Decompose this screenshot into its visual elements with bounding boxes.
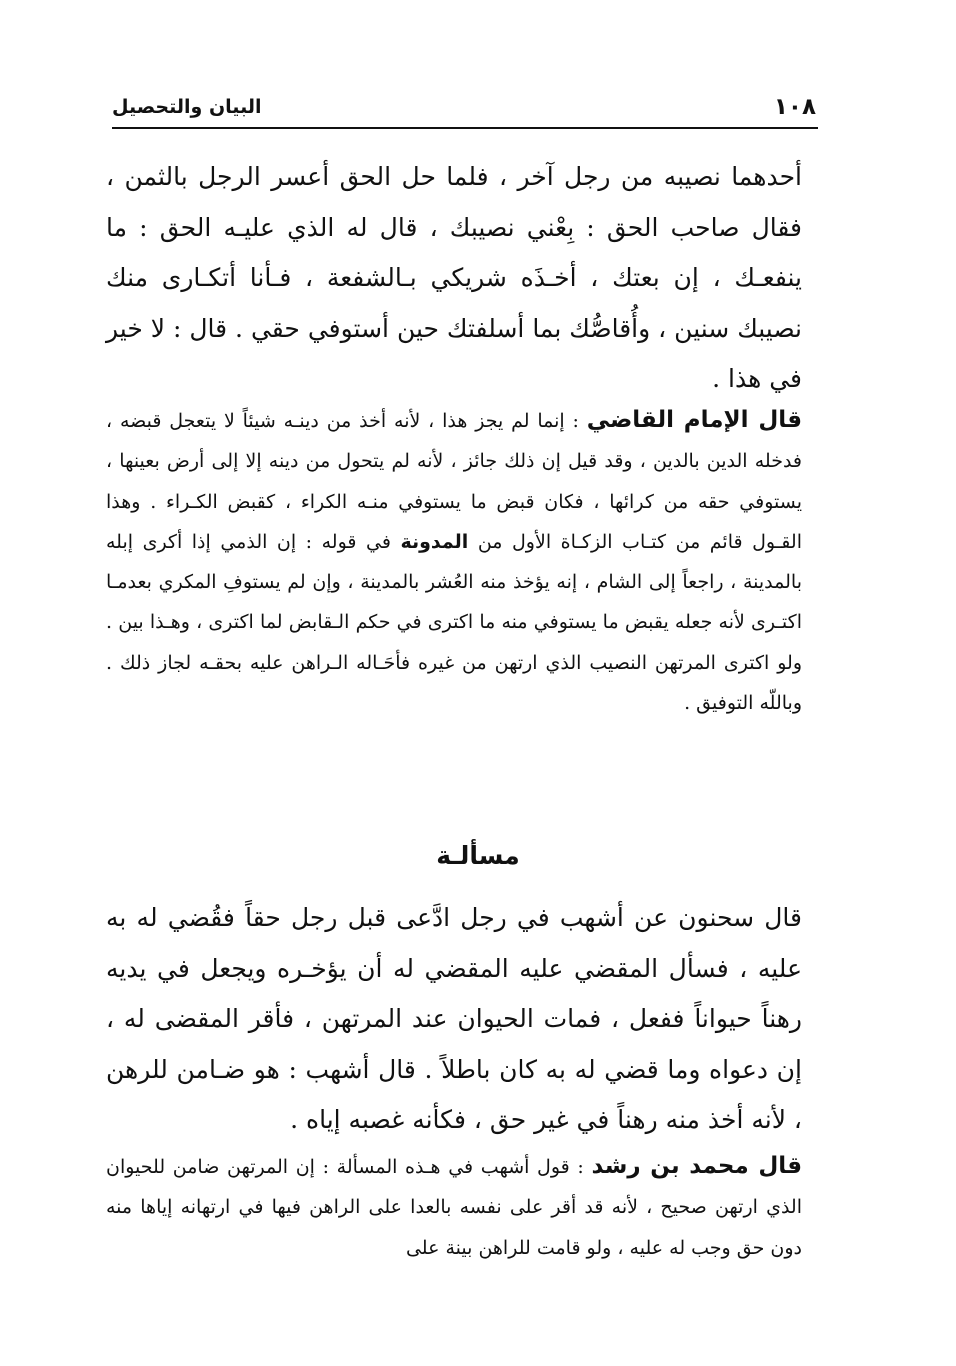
paragraph-3-text: قال سحنون عن أشهب في رجل ادَّعى قبل رجل حقاً فقُضي له به عليه ، فسأل المقضي عليه المقضي له أن يؤخـره ويجعل في يديه رهناً حيواناً ففعل ، فمات الحيوان عند المرتهن ، فأقر المقضى له ، إن دعواه وما قضي له به كان باطلاً . قال أشهب : هو ضـامن للرهن ، لأنه أخذ منه رهناً في غير حق ، فكأنه غصبه إياه . (106, 903, 802, 1134)
paragraph-2-text-b: في قوله : إن الذمي إذا أكرى إبله بالمدينة ، راجعاً إلى الشام ، إنه يؤخذ منه العُشر بالمدينة ، وإن لم يستوفِ المكري بعدمـا اكتـرى لأنه جعله يقبض ما يستوفي منه ما اكترى في حكم الـقابض لما اكترى ، وهـذا بين . ولو اكترى المرتهن النصيب الذي ارتهن من غيره فأحَـاله الـراهن عليه بحقـه لجاز ذلك . وباللّه التوفيق . (106, 530, 802, 715)
paragraph-4 (106, 1146, 836, 1268)
page-number: ١٠٨ (773, 94, 816, 120)
header-rule (112, 127, 818, 129)
running-header (112, 92, 816, 128)
running-title: البيان والتحصيل (112, 96, 262, 118)
paragraph-3 (106, 893, 836, 1146)
paragraph-2-lead: قال الإمام القاضي (586, 407, 803, 433)
paragraph-2 (106, 400, 836, 723)
paragraph-1 (106, 152, 802, 405)
paragraph-2-highlight: المدونة (400, 530, 469, 553)
paragraph-1-text: أحدهما نصيبه من رجل آخر ، فلما حل الحق أعسر الرجل بالثمن ، فقال صاحب الحق : بِعْني نصيبك ، قال له الذي عليـه الحق : ما ينفعـك ، إن بعتك ، أخـذَه شريكي بـالشفعة ، فـأنا أتكـارى منك نصيبك سنين ، وأُقاصُّك بما أسلفتك حين أستوفي حقي . قال : لا خير في هذا . (106, 162, 802, 393)
paragraph-4-text: : قول أشهب في هـذه المسألة : إن المرتهن ضامن للحيوان الذي ارتهن صحيح ، لأنه قد أقر على نفسه بالعدا على الراهن فيها في ارتهانه إياها منه دون حق وجب له عليه ، ولو قامت للراهن بينة على (106, 1156, 802, 1259)
section-heading: مسألـة (436, 841, 520, 870)
paragraph-2-text-a: : إنما لم يجز هذا ، لأنه أخذ من دينـه شيئاً لا يتعجل قبضه ، فدخله الدين بالدين ، وقد قيل إن ذلك جائز ، لأنه لم يتحول من دينه إلا إلى أرض بعينها ، يستوفي حقه من كرائها ، فكان قبض ما يستوفي منـه الكراء ، كقبض الكـراء . وهذا القـول قائم من كتـاب الزكـاة الأول من (106, 410, 802, 553)
paragraph-4-lead: قال محمد بن رشد (591, 1153, 803, 1179)
